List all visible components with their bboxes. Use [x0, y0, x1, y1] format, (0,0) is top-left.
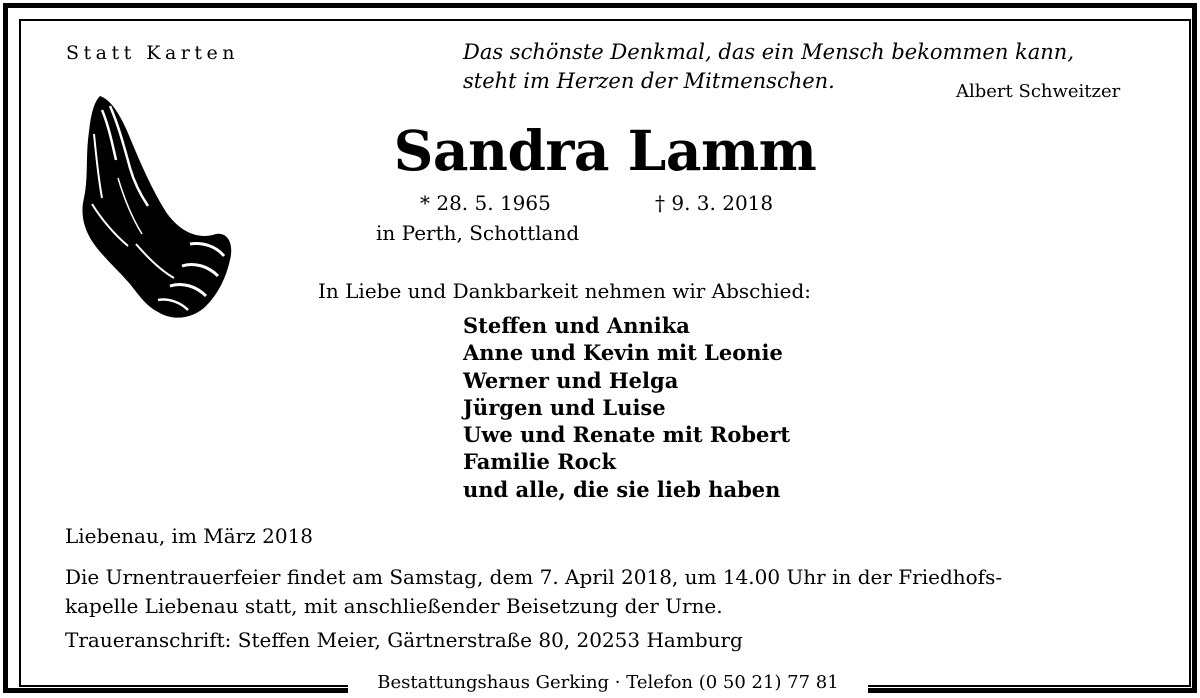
- mourner-item: Werner und Helga: [463, 367, 679, 393]
- death-date: † 9. 3. 2018: [655, 191, 774, 215]
- deceased-name: Sandra Lamm: [393, 118, 817, 183]
- place-date: Liebenau, im März 2018: [65, 524, 314, 548]
- mourner-item: Familie Rock: [463, 449, 616, 475]
- mourners-list: [463, 312, 790, 503]
- mourner-item: und alle, die sie lieb haben: [463, 476, 781, 502]
- mourning-address: Traueranschrift: Steffen Meier, Gärtnerstraße 80, 20253 Hamburg: [65, 628, 743, 652]
- mourner-item: Uwe und Renate mit Robert: [463, 422, 791, 448]
- ceremony-line-2: kapelle Liebenau statt, mit anschließender Beisetzung der Urne.: [65, 594, 723, 618]
- ceremony-info: [65, 563, 1002, 621]
- statt-karten-label: Statt Karten: [66, 42, 240, 64]
- quote-author: Albert Schweitzer: [956, 81, 1121, 102]
- mourner-item: Jürgen und Luise: [463, 394, 666, 420]
- quote-line-1: Das schönste Denkmal, das ein Mensch bekommen kann,: [463, 40, 1074, 64]
- birth-date: * 28. 5. 1965: [420, 191, 551, 215]
- obituary-notice: [3, 3, 1197, 693]
- mourner-item: Anne und Kevin mit Leonie: [463, 340, 783, 366]
- mourner-item: Steffen und Annika: [463, 313, 690, 338]
- funeral-home-footer: Bestattungshaus Gerking · Telefon (0 50 21) 77 81: [348, 668, 868, 698]
- farewell-intro: In Liebe und Dankbarkeit nehmen wir Abschied:: [318, 279, 811, 303]
- ceremony-line-1: Die Urnentrauerfeier findet am Samstag, dem 7. April 2018, um 14.00 Uhr in der Friedhofs-: [65, 565, 1003, 589]
- quote-line-2: steht im Herzen der Mitmenschen.: [463, 69, 835, 93]
- birth-place: in Perth, Schottland: [376, 221, 580, 245]
